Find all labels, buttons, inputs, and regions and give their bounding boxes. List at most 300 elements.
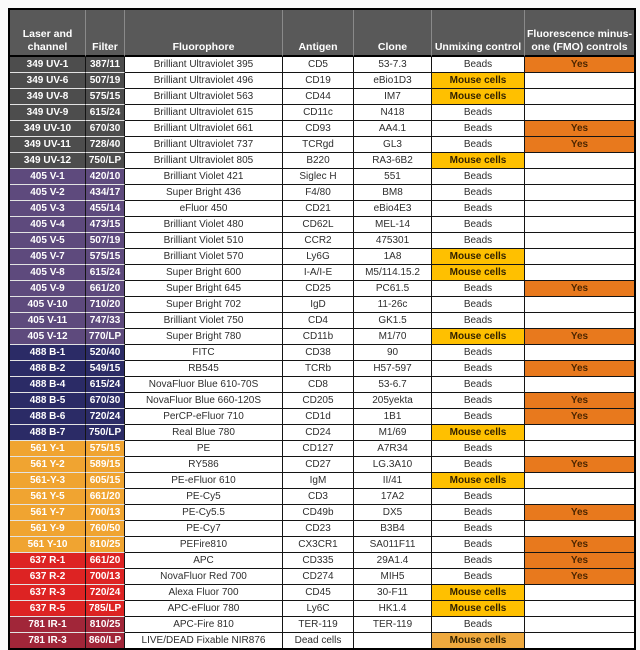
clone-cell: PC61.5 (354, 281, 432, 297)
header-antigen: Antigen (283, 10, 354, 57)
clone-cell: 1B1 (354, 409, 432, 425)
laser-channel-cell: 488 B-6 (10, 409, 86, 425)
laser-channel-cell: 488 B-4 (10, 377, 86, 393)
fluorophore-cell: PE-Cy7 (125, 521, 283, 537)
fmo-control-cell (525, 633, 634, 648)
table-row (10, 73, 634, 89)
antigen-cell: Siglec H (283, 169, 354, 185)
table-row (10, 137, 634, 153)
antigen-cell: IgM (283, 473, 354, 489)
clone-cell: SA011F11 (354, 537, 432, 553)
unmixing-control-cell: Beads (432, 57, 525, 73)
table-row (10, 185, 634, 201)
filter-cell: 615/24 (86, 377, 125, 393)
laser-channel-cell: 561-Y-3 (10, 473, 86, 489)
antigen-cell: CD21 (283, 201, 354, 217)
filter-cell: 670/30 (86, 121, 125, 137)
antigen-cell: F4/80 (283, 185, 354, 201)
laser-channel-cell: 637 R-1 (10, 553, 86, 569)
table-row (10, 633, 634, 648)
fluorophore-cell: Brilliant Ultraviolet 661 (125, 121, 283, 137)
unmixing-control-cell: Beads (432, 521, 525, 537)
table-row (10, 345, 634, 361)
filter-cell: 810/25 (86, 537, 125, 553)
filter-cell: 605/15 (86, 473, 125, 489)
antigen-cell: CD38 (283, 345, 354, 361)
clone-cell: 30-F11 (354, 585, 432, 601)
unmixing-control-cell: Mouse cells (432, 73, 525, 89)
antigen-cell: CD45 (283, 585, 354, 601)
filter-cell: 575/15 (86, 89, 125, 105)
antigen-cell: TCRb (283, 361, 354, 377)
unmixing-control-cell: Beads (432, 361, 525, 377)
fmo-control-cell: Yes (525, 281, 634, 297)
antigen-cell: CD49b (283, 505, 354, 521)
unmixing-control-cell: Beads (432, 217, 525, 233)
fmo-control-cell: Yes (525, 553, 634, 569)
unmixing-control-cell: Beads (432, 345, 525, 361)
table-row (10, 201, 634, 217)
fmo-control-cell: Yes (525, 121, 634, 137)
laser-channel-cell: 405 V-3 (10, 201, 86, 217)
table-row (10, 617, 634, 633)
unmixing-control-cell: Mouse cells (432, 633, 525, 648)
table-row (10, 89, 634, 105)
fluorophore-cell: NovaFluor Blue 660-120S (125, 393, 283, 409)
fluorophore-cell: PEFire810 (125, 537, 283, 553)
filter-cell: 860/LP (86, 633, 125, 648)
fmo-control-cell (525, 617, 634, 633)
fmo-control-cell: Yes (525, 505, 634, 521)
header-laser-channel: Laser and channel (10, 10, 86, 57)
clone-cell: 29A1.4 (354, 553, 432, 569)
fluorophore-cell: Brilliant Violet 480 (125, 217, 283, 233)
table-row (10, 489, 634, 505)
clone-cell: RA3-6B2 (354, 153, 432, 169)
filter-cell: 520/40 (86, 345, 125, 361)
unmixing-control-cell: Mouse cells (432, 265, 525, 281)
laser-channel-cell: 405 V-12 (10, 329, 86, 345)
fluorophore-cell: Brilliant Violet 570 (125, 249, 283, 265)
clone-cell: N418 (354, 105, 432, 121)
clone-cell: 17A2 (354, 489, 432, 505)
antigen-cell: CD11b (283, 329, 354, 345)
filter-cell: 700/13 (86, 505, 125, 521)
clone-cell: AA4.1 (354, 121, 432, 137)
table-row (10, 553, 634, 569)
antigen-cell: CD3 (283, 489, 354, 505)
clone-cell: H57-597 (354, 361, 432, 377)
unmixing-control-cell: Beads (432, 105, 525, 121)
unmixing-control-cell: Beads (432, 553, 525, 569)
filter-cell: 507/19 (86, 233, 125, 249)
unmixing-control-cell: Beads (432, 169, 525, 185)
antigen-cell: CD62L (283, 217, 354, 233)
filter-cell: 747/33 (86, 313, 125, 329)
table-row (10, 249, 634, 265)
laser-channel-cell: 488 B-1 (10, 345, 86, 361)
fmo-control-cell: Yes (525, 137, 634, 153)
fmo-control-cell (525, 313, 634, 329)
unmixing-control-cell: Beads (432, 569, 525, 585)
unmixing-control-cell: Beads (432, 377, 525, 393)
filter-cell: 661/20 (86, 489, 125, 505)
table-row (10, 233, 634, 249)
laser-channel-cell: 349 UV-10 (10, 121, 86, 137)
table-body (10, 57, 634, 648)
unmixing-control-cell: Beads (432, 297, 525, 313)
clone-cell: TER-119 (354, 617, 432, 633)
fluorophore-cell: Alexa Fluor 700 (125, 585, 283, 601)
header-row (10, 10, 634, 57)
fmo-control-cell (525, 105, 634, 121)
table-row (10, 393, 634, 409)
fmo-control-cell (525, 297, 634, 313)
filter-cell: 615/24 (86, 265, 125, 281)
laser-channel-cell: 561 Y-9 (10, 521, 86, 537)
laser-channel-cell: 405 V-5 (10, 233, 86, 249)
table-row (10, 585, 634, 601)
unmixing-control-cell: Beads (432, 441, 525, 457)
clone-cell: 53-7.3 (354, 57, 432, 73)
clone-cell: M1/70 (354, 329, 432, 345)
fmo-control-cell: Yes (525, 409, 634, 425)
table-row (10, 313, 634, 329)
clone-cell: IM7 (354, 89, 432, 105)
clone-cell: MIH5 (354, 569, 432, 585)
filter-cell: 661/20 (86, 281, 125, 297)
fmo-control-cell (525, 249, 634, 265)
laser-channel-cell: 405 V-10 (10, 297, 86, 313)
table-row (10, 569, 634, 585)
fmo-control-cell: Yes (525, 537, 634, 553)
table-row (10, 153, 634, 169)
antigen-cell: CD205 (283, 393, 354, 409)
fmo-control-cell (525, 345, 634, 361)
filter-cell: 455/14 (86, 201, 125, 217)
clone-cell: 1A8 (354, 249, 432, 265)
table-row (10, 297, 634, 313)
antigen-cell: CD274 (283, 569, 354, 585)
unmixing-control-cell: Beads (432, 201, 525, 217)
unmixing-control-cell: Beads (432, 617, 525, 633)
laser-channel-cell: 349 UV-6 (10, 73, 86, 89)
fmo-control-cell (525, 89, 634, 105)
antigen-cell: TER-119 (283, 617, 354, 633)
fluorophore-cell: FITC (125, 345, 283, 361)
unmixing-control-cell: Mouse cells (432, 473, 525, 489)
clone-cell: MEL-14 (354, 217, 432, 233)
filter-cell: 785/LP (86, 601, 125, 617)
fluorophore-cell: PE (125, 441, 283, 457)
filter-cell: 750/LP (86, 153, 125, 169)
clone-cell: eBio1D3 (354, 73, 432, 89)
fluorophore-cell: RY586 (125, 457, 283, 473)
clone-cell: 475301 (354, 233, 432, 249)
fmo-control-cell (525, 217, 634, 233)
clone-cell: II/41 (354, 473, 432, 489)
clone-cell: eBio4E3 (354, 201, 432, 217)
fmo-control-cell (525, 169, 634, 185)
fluorophore-cell: Brilliant Ultraviolet 496 (125, 73, 283, 89)
laser-channel-cell: 405 V-1 (10, 169, 86, 185)
antigen-cell: CD1d (283, 409, 354, 425)
table-row (10, 473, 634, 489)
filter-cell: 750/LP (86, 425, 125, 441)
laser-channel-cell: 405 V-9 (10, 281, 86, 297)
antigen-cell: CD23 (283, 521, 354, 537)
fmo-control-cell (525, 441, 634, 457)
table-row (10, 425, 634, 441)
fmo-control-cell: Yes (525, 57, 634, 73)
unmixing-control-cell: Beads (432, 185, 525, 201)
unmixing-control-cell: Beads (432, 121, 525, 137)
antigen-cell: Ly6C (283, 601, 354, 617)
unmixing-control-cell: Mouse cells (432, 425, 525, 441)
clone-cell: B3B4 (354, 521, 432, 537)
fluorophore-cell: APC (125, 553, 283, 569)
antigen-cell: B220 (283, 153, 354, 169)
filter-cell: 720/24 (86, 409, 125, 425)
unmixing-control-cell: Beads (432, 537, 525, 553)
clone-cell: M5/114.15.2 (354, 265, 432, 281)
fluorophore-cell: Super Bright 702 (125, 297, 283, 313)
spectral-flow-panel-table (8, 8, 636, 650)
antigen-cell: CD24 (283, 425, 354, 441)
antigen-cell: CD19 (283, 73, 354, 89)
fluorophore-cell: APC-Fire 810 (125, 617, 283, 633)
clone-cell: 205yekta (354, 393, 432, 409)
laser-channel-cell: 349 UV-8 (10, 89, 86, 105)
filter-cell: 575/15 (86, 441, 125, 457)
unmixing-control-cell: Beads (432, 505, 525, 521)
laser-channel-cell: 405 V-2 (10, 185, 86, 201)
filter-cell: 760/50 (86, 521, 125, 537)
unmixing-control-cell: Mouse cells (432, 329, 525, 345)
filter-cell: 549/15 (86, 361, 125, 377)
laser-channel-cell: 561 Y-10 (10, 537, 86, 553)
fluorophore-cell: Super Bright 436 (125, 185, 283, 201)
table-row (10, 601, 634, 617)
header-fluorophore: Fluorophore (125, 10, 283, 57)
fmo-control-cell (525, 201, 634, 217)
fluorophore-cell: Super Bright 780 (125, 329, 283, 345)
table-row (10, 105, 634, 121)
filter-cell: 710/20 (86, 297, 125, 313)
antigen-cell: CD4 (283, 313, 354, 329)
table-row (10, 505, 634, 521)
fluorophore-cell: Brilliant Violet 750 (125, 313, 283, 329)
laser-channel-cell: 349 UV-11 (10, 137, 86, 153)
antigen-cell: CD25 (283, 281, 354, 297)
laser-channel-cell: 349 UV-12 (10, 153, 86, 169)
clone-cell: M1/69 (354, 425, 432, 441)
antigen-cell: CD27 (283, 457, 354, 473)
fmo-control-cell: Yes (525, 361, 634, 377)
filter-cell: 661/20 (86, 553, 125, 569)
filter-cell: 473/15 (86, 217, 125, 233)
fmo-control-cell (525, 153, 634, 169)
fluorophore-cell: PE-Cy5 (125, 489, 283, 505)
unmixing-control-cell: Beads (432, 457, 525, 473)
fluorophore-cell: Real Blue 780 (125, 425, 283, 441)
fluorophore-cell: Brilliant Ultraviolet 805 (125, 153, 283, 169)
laser-channel-cell: 405 V-11 (10, 313, 86, 329)
filter-cell: 810/25 (86, 617, 125, 633)
clone-cell (354, 633, 432, 648)
filter-cell: 575/15 (86, 249, 125, 265)
laser-channel-cell: 405 V-8 (10, 265, 86, 281)
filter-cell: 728/40 (86, 137, 125, 153)
clone-cell: GL3 (354, 137, 432, 153)
table-row (10, 537, 634, 553)
table-row (10, 377, 634, 393)
laser-channel-cell: 781 IR-3 (10, 633, 86, 648)
table-row (10, 329, 634, 345)
fmo-control-cell (525, 377, 634, 393)
header-fmo-controls: Fluorescence minus-one (FMO) controls (525, 10, 634, 57)
fluorophore-cell: PerCP-eFluor 710 (125, 409, 283, 425)
fmo-control-cell (525, 233, 634, 249)
fluorophore-cell: Brilliant Ultraviolet 737 (125, 137, 283, 153)
laser-channel-cell: 561 Y-2 (10, 457, 86, 473)
header-unmixing-control: Unmixing control (432, 10, 525, 57)
laser-channel-cell: 405 V-7 (10, 249, 86, 265)
table-row (10, 457, 634, 473)
table-row (10, 121, 634, 137)
antigen-cell: CX3CR1 (283, 537, 354, 553)
filter-cell: 507/19 (86, 73, 125, 89)
filter-cell: 434/17 (86, 185, 125, 201)
table-row (10, 521, 634, 537)
fmo-control-cell (525, 521, 634, 537)
fmo-control-cell (525, 425, 634, 441)
laser-channel-cell: 781 IR-1 (10, 617, 86, 633)
antigen-cell: CCR2 (283, 233, 354, 249)
unmixing-control-cell: Beads (432, 489, 525, 505)
antigen-cell: CD93 (283, 121, 354, 137)
fluorophore-cell: Brilliant Violet 421 (125, 169, 283, 185)
header-filter: Filter (86, 10, 125, 57)
unmixing-control-cell: Mouse cells (432, 153, 525, 169)
fmo-control-cell (525, 265, 634, 281)
antigen-cell: CD5 (283, 57, 354, 73)
table-row (10, 217, 634, 233)
filter-cell: 589/15 (86, 457, 125, 473)
unmixing-control-cell: Beads (432, 281, 525, 297)
laser-channel-cell: 405 V-4 (10, 217, 86, 233)
unmixing-control-cell: Beads (432, 313, 525, 329)
fluorophore-cell: Brilliant Violet 510 (125, 233, 283, 249)
unmixing-control-cell: Mouse cells (432, 89, 525, 105)
fluorophore-cell: APC-eFluor 780 (125, 601, 283, 617)
fluorophore-cell: Super Bright 645 (125, 281, 283, 297)
clone-cell: HK1.4 (354, 601, 432, 617)
clone-cell: DX5 (354, 505, 432, 521)
laser-channel-cell: 561 Y-1 (10, 441, 86, 457)
clone-cell: A7R34 (354, 441, 432, 457)
filter-cell: 770/LP (86, 329, 125, 345)
antigen-cell: CD8 (283, 377, 354, 393)
laser-channel-cell: 637 R-2 (10, 569, 86, 585)
laser-channel-cell: 488 B-5 (10, 393, 86, 409)
antigen-cell: CD335 (283, 553, 354, 569)
fmo-control-cell (525, 473, 634, 489)
table-header (10, 10, 634, 57)
clone-cell: 551 (354, 169, 432, 185)
clone-cell: 53-6.7 (354, 377, 432, 393)
fmo-control-cell (525, 73, 634, 89)
antigen-cell: Ly6G (283, 249, 354, 265)
laser-channel-cell: 561 Y-5 (10, 489, 86, 505)
clone-cell: GK1.5 (354, 313, 432, 329)
antigen-cell: IgD (283, 297, 354, 313)
fluorophore-cell: Brilliant Ultraviolet 563 (125, 89, 283, 105)
fmo-control-cell (525, 601, 634, 617)
fmo-control-cell: Yes (525, 329, 634, 345)
filter-cell: 700/13 (86, 569, 125, 585)
unmixing-control-cell: Mouse cells (432, 601, 525, 617)
laser-channel-cell: 561 Y-7 (10, 505, 86, 521)
antigen-cell: CD127 (283, 441, 354, 457)
unmixing-control-cell: Beads (432, 409, 525, 425)
unmixing-control-cell: Beads (432, 233, 525, 249)
table-row (10, 281, 634, 297)
fluorophore-cell: NovaFluor Blue 610-70S (125, 377, 283, 393)
clone-cell: BM8 (354, 185, 432, 201)
table-row (10, 409, 634, 425)
fmo-control-cell: Yes (525, 569, 634, 585)
filter-cell: 387/11 (86, 57, 125, 73)
clone-cell: 11-26c (354, 297, 432, 313)
unmixing-control-cell: Beads (432, 393, 525, 409)
fluorophore-cell: eFluor 450 (125, 201, 283, 217)
table-row (10, 265, 634, 281)
antigen-cell: I-A/I-E (283, 265, 354, 281)
antigen-cell: TCRgd (283, 137, 354, 153)
filter-cell: 720/24 (86, 585, 125, 601)
fluorophore-cell: Super Bright 600 (125, 265, 283, 281)
header-clone: Clone (354, 10, 432, 57)
table-row (10, 441, 634, 457)
unmixing-control-cell: Mouse cells (432, 585, 525, 601)
table-row (10, 169, 634, 185)
fluorophore-cell: PE-Cy5.5 (125, 505, 283, 521)
filter-cell: 615/24 (86, 105, 125, 121)
fmo-control-cell (525, 585, 634, 601)
laser-channel-cell: 488 B-2 (10, 361, 86, 377)
unmixing-control-cell: Mouse cells (432, 249, 525, 265)
fluorophore-cell: NovaFluor Red 700 (125, 569, 283, 585)
fmo-control-cell: Yes (525, 457, 634, 473)
clone-cell: LG.3A10 (354, 457, 432, 473)
fmo-control-cell: Yes (525, 393, 634, 409)
fmo-control-cell (525, 489, 634, 505)
laser-channel-cell: 637 R-3 (10, 585, 86, 601)
fmo-control-cell (525, 185, 634, 201)
antigen-cell: CD44 (283, 89, 354, 105)
fluorophore-cell: PE-eFluor 610 (125, 473, 283, 489)
laser-channel-cell: 637 R-5 (10, 601, 86, 617)
antigen-cell: Dead cells (283, 633, 354, 648)
unmixing-control-cell: Beads (432, 137, 525, 153)
fluorophore-cell: LIVE/DEAD Fixable NIR876 (125, 633, 283, 648)
laser-channel-cell: 488 B-7 (10, 425, 86, 441)
filter-cell: 670/30 (86, 393, 125, 409)
fluorophore-cell: Brilliant Ultraviolet 395 (125, 57, 283, 73)
laser-channel-cell: 349 UV-9 (10, 105, 86, 121)
table-row (10, 57, 634, 73)
